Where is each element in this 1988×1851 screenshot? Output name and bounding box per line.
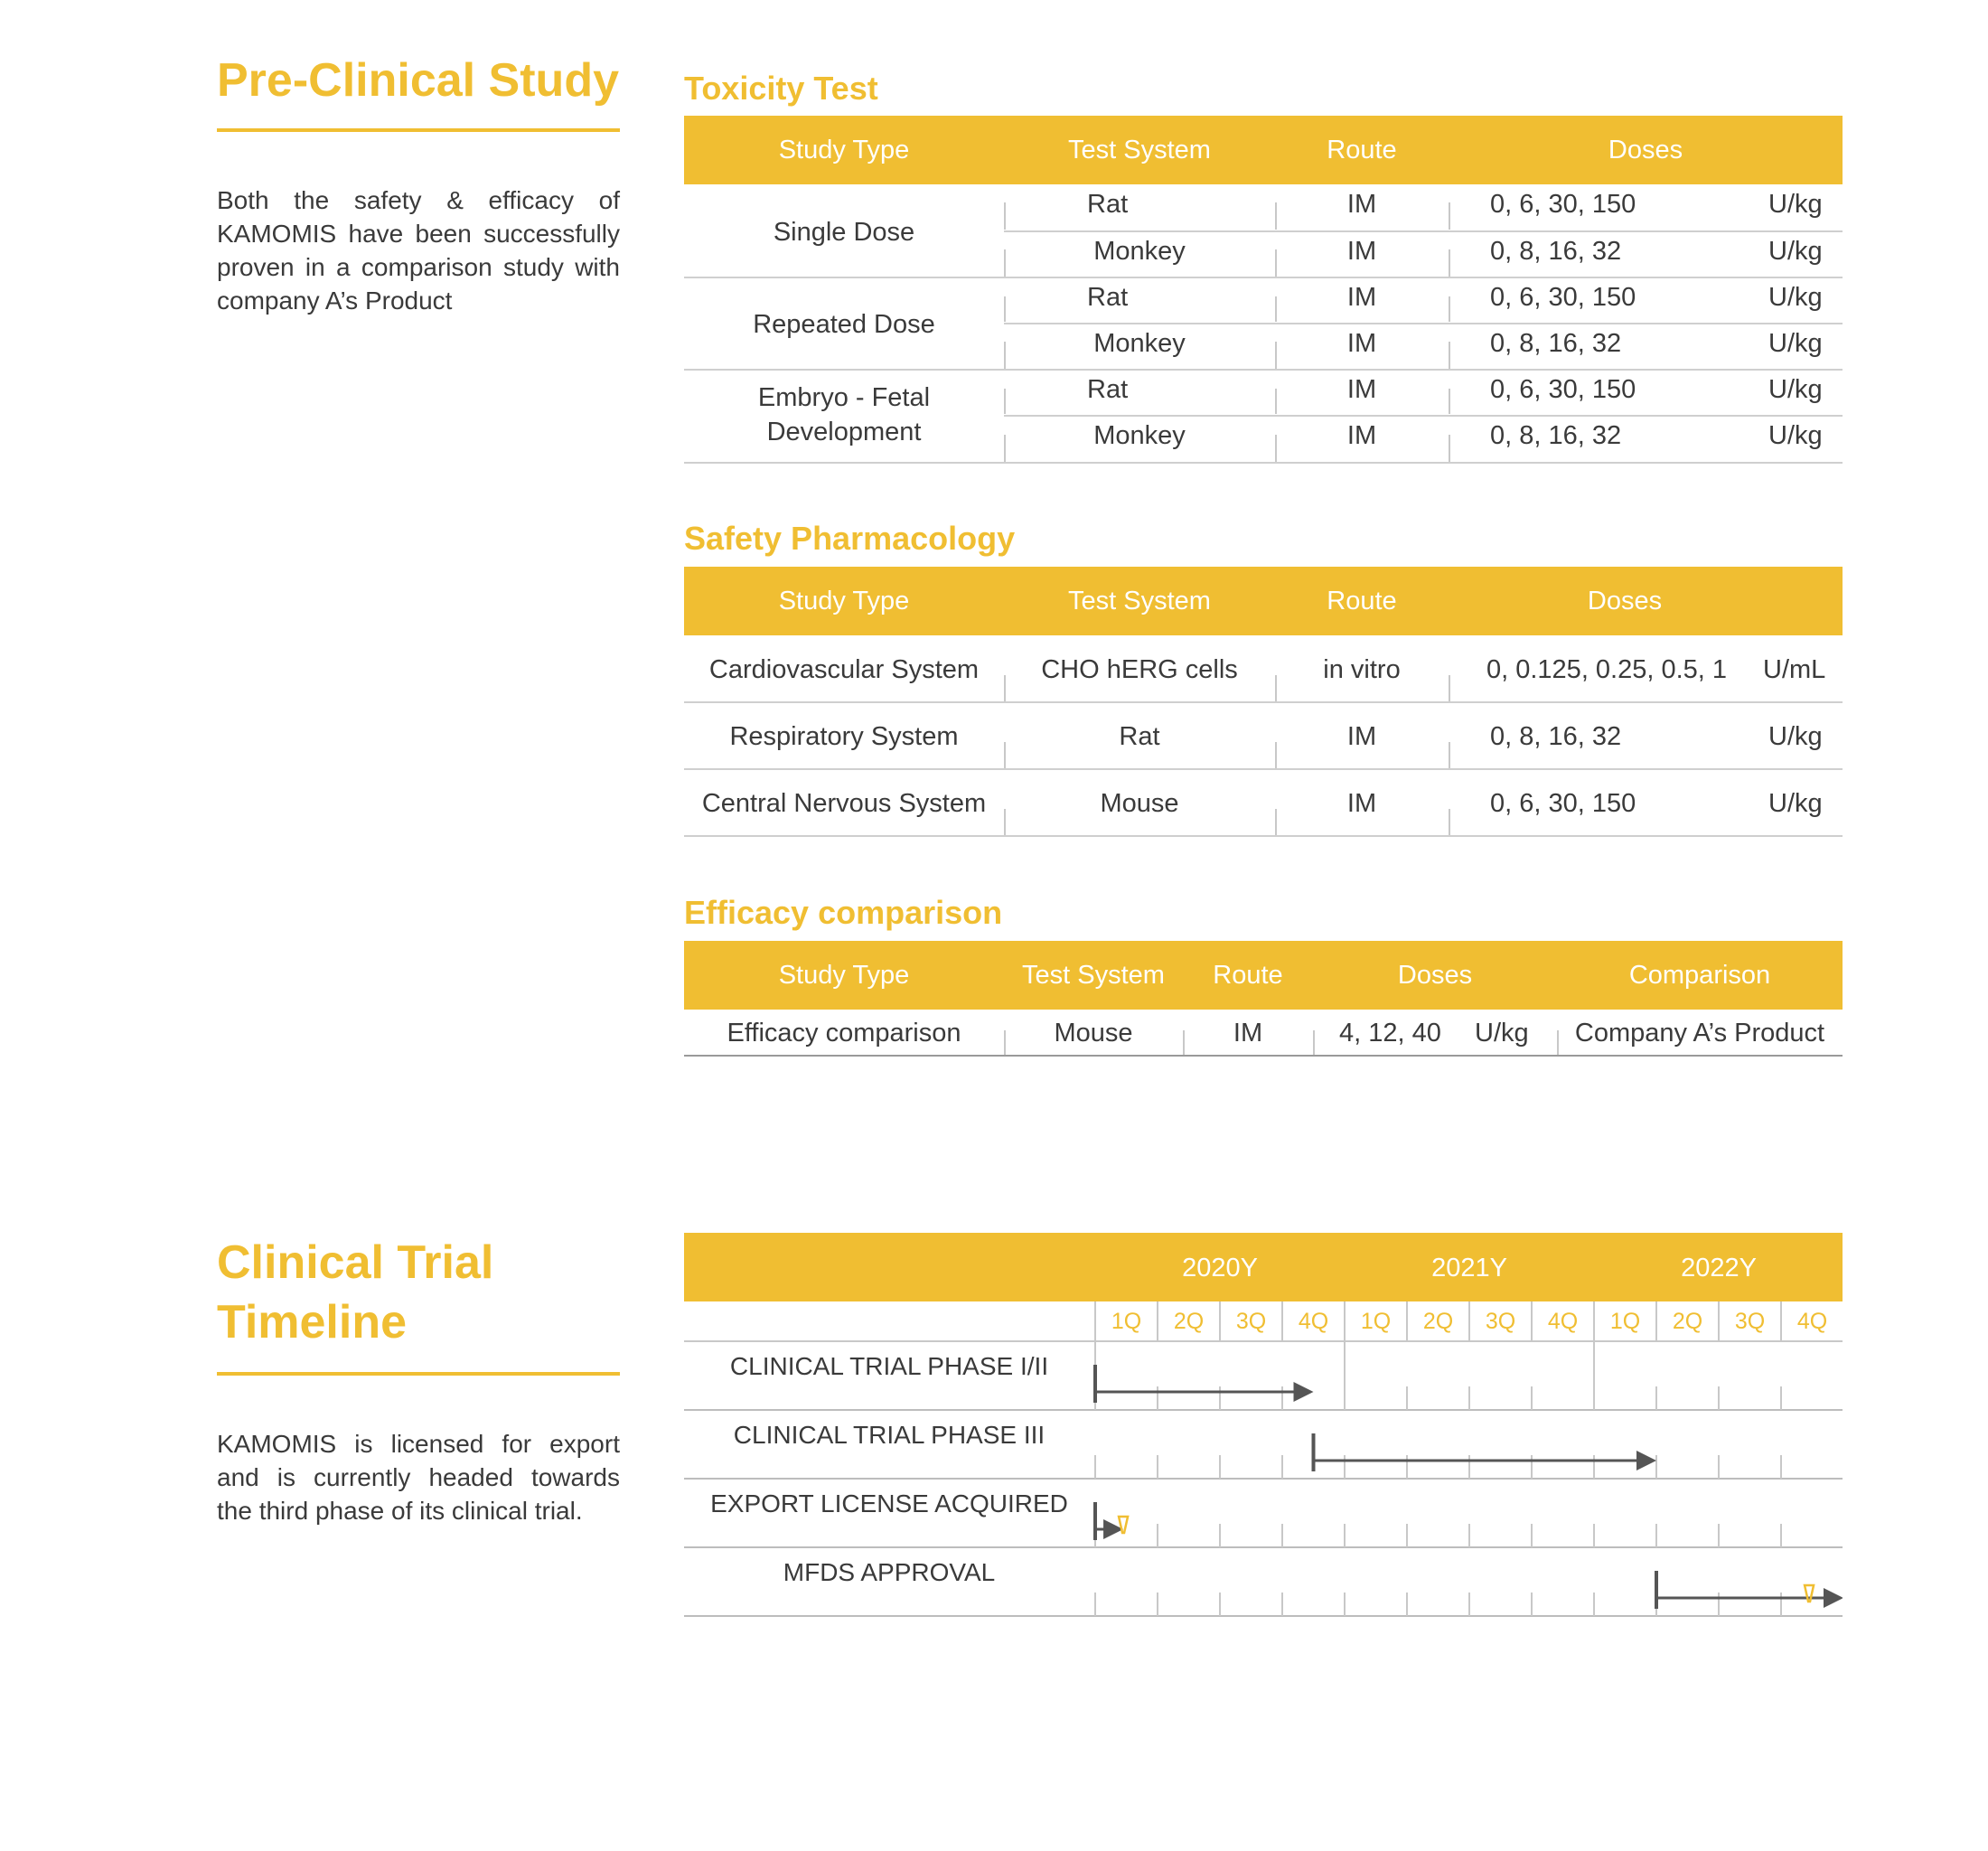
comparison-cell: Company A’s Product: [1574, 1019, 1825, 1048]
column-tick: [1004, 389, 1006, 414]
timeline-header: [684, 1233, 1843, 1301]
column-tick: [1557, 1030, 1559, 1055]
study-type-cell: Repeated Dose: [753, 310, 935, 339]
row-divider: [684, 701, 1843, 703]
header-cell: Comparison: [1628, 961, 1771, 990]
header-cell: Study Type: [778, 587, 910, 615]
desc-line: proven in a comparison study with: [217, 253, 620, 281]
row-divider: [1004, 415, 1843, 417]
clinical-title: [217, 1233, 493, 1352]
column-tick: [1275, 742, 1277, 768]
header-cell: Study Type: [778, 136, 910, 164]
column-tick: [1275, 435, 1277, 462]
route-cell: IM: [1233, 1019, 1263, 1048]
toxicity-table: [684, 116, 1843, 468]
doses-cell: 0, 0.125, 0.25, 0.5, 1: [1486, 655, 1728, 684]
quarter-label: 3Q: [1485, 1309, 1516, 1334]
column-tick: [1313, 1030, 1315, 1055]
title-underline: [217, 128, 620, 132]
column-tick: [1449, 249, 1450, 277]
column-tick: [1004, 249, 1006, 277]
table-header: [684, 941, 1843, 1010]
column-tick: [1275, 342, 1277, 369]
desc-line: KAMOMIS is licensed for export: [217, 1430, 620, 1458]
table-header: [684, 116, 1843, 184]
safety-title: Safety Pharmacology: [684, 520, 1016, 557]
column-tick: [1449, 342, 1450, 369]
doses-cell: 0, 6, 30, 150: [1490, 190, 1636, 219]
header-cell: Doses: [1397, 961, 1473, 990]
quarter-label: 1Q: [1111, 1309, 1142, 1334]
header-cell: Route: [1213, 961, 1283, 990]
quarter-label: 1Q: [1360, 1309, 1392, 1334]
header-cell: Test System: [1022, 961, 1165, 990]
doses-cell: 0, 8, 16, 32: [1490, 329, 1622, 358]
test-system-cell: Rat: [1119, 722, 1160, 751]
clinical-title-line: Clinical Trial: [217, 1236, 494, 1289]
table-bottom-border: [684, 1055, 1843, 1057]
test-system-cell: Mouse: [1054, 1019, 1133, 1048]
header-cell: Test System: [1068, 136, 1211, 164]
page-title: Pre-Clinical Study: [217, 54, 619, 107]
doses-cell: 0, 8, 16, 32: [1490, 237, 1622, 266]
column-tick: [1004, 202, 1006, 230]
timeline-row-label: CLINICAL TRIAL PHASE III: [733, 1421, 1046, 1449]
column-tick: [1004, 435, 1006, 462]
table-header: [684, 567, 1843, 635]
year-label: 2022Y: [1681, 1254, 1757, 1283]
quarter-label: 3Q: [1235, 1309, 1267, 1334]
quarter-label: 4Q: [1547, 1309, 1579, 1334]
column-tick: [1004, 342, 1006, 369]
arrow-head-icon: [1294, 1382, 1314, 1402]
quarter-label: 2Q: [1422, 1309, 1454, 1334]
route-cell: IM: [1346, 329, 1377, 358]
unit-cell: U/kg: [1768, 789, 1823, 818]
study-type-cell: Central Nervous System: [701, 789, 987, 818]
quarter-label: 4Q: [1298, 1309, 1329, 1334]
desc-line: company A’s Product: [217, 287, 453, 315]
safety-table: [684, 567, 1843, 840]
desc-line: the third phase of its clinical trial.: [217, 1497, 583, 1525]
group-divider: [684, 369, 1843, 371]
toxicity-title: Toxicity Test: [684, 70, 878, 107]
header-cell: Test System: [1068, 587, 1211, 615]
route-cell: IM: [1346, 190, 1377, 219]
arrow-head-icon: [1636, 1451, 1656, 1470]
group-divider: [684, 277, 1843, 278]
column-tick: [1275, 809, 1277, 835]
doses-cell: 4, 12, 40: [1339, 1019, 1441, 1048]
header-cell: Doses: [1587, 587, 1663, 615]
column-tick: [1275, 202, 1277, 230]
doses-cell: 0, 6, 30, 150: [1490, 375, 1636, 404]
unit-cell: U/kg: [1768, 421, 1823, 450]
row-divider: [1004, 323, 1843, 324]
column-tick: [1004, 296, 1006, 322]
study-type-cell: Single Dose: [773, 218, 915, 247]
clinical-title-underline: [217, 1372, 620, 1376]
desc-line: and is currently headed towards: [217, 1463, 620, 1491]
route-cell: IM: [1346, 789, 1377, 818]
study-type-cell: [684, 381, 1004, 449]
timeline-row-label: EXPORT LICENSE ACQUIRED: [710, 1489, 1068, 1517]
test-system-cell: CHO hERG cells: [1041, 655, 1238, 684]
column-tick: [1449, 742, 1450, 768]
study-type-cell: Efficacy comparison: [727, 1019, 961, 1048]
header-cell: Study Type: [778, 961, 910, 990]
test-system-cell: Monkey: [1093, 421, 1186, 450]
column-tick: [1275, 296, 1277, 322]
quarter-label: 3Q: [1734, 1309, 1766, 1334]
doses-cell: 0, 8, 16, 32: [1490, 722, 1622, 751]
route-cell: IM: [1346, 375, 1377, 404]
arrow-head-icon: [1824, 1588, 1843, 1608]
route-cell: IM: [1346, 722, 1377, 751]
quarter-label: 4Q: [1796, 1309, 1828, 1334]
test-system-cell: Monkey: [1093, 237, 1186, 266]
desc-line: Both the safety & efficacy of: [217, 186, 620, 214]
study-type-cell: Cardiovascular System: [708, 655, 980, 684]
year-label: 2021Y: [1431, 1254, 1507, 1283]
unit-cell: U/mL: [1763, 655, 1826, 684]
row-divider: [1004, 230, 1843, 232]
table-bottom-border: [684, 835, 1843, 837]
preclinical-description: [217, 183, 620, 317]
doses-cell: 0, 6, 30, 150: [1490, 789, 1636, 818]
unit-cell: U/kg: [1475, 1019, 1529, 1048]
column-tick: [1449, 435, 1450, 462]
desc-line: KAMOMIS have been successfully: [217, 220, 620, 248]
quarter-label: 2Q: [1173, 1309, 1205, 1334]
column-tick: [1183, 1030, 1185, 1055]
column-tick: [1449, 202, 1450, 230]
clinical-timeline: [684, 1233, 1843, 1627]
route-cell: IM: [1346, 283, 1377, 312]
quarter-label: 1Q: [1609, 1309, 1641, 1334]
unit-cell: U/kg: [1768, 190, 1823, 219]
column-tick: [1449, 809, 1450, 835]
timeline-row-label: CLINICAL TRIAL PHASE I/II: [729, 1352, 1049, 1380]
row-divider: [684, 768, 1843, 770]
doses-cell: 0, 8, 16, 32: [1490, 421, 1622, 450]
test-system-cell: Rat: [1087, 190, 1129, 219]
header-cell: Route: [1327, 136, 1397, 164]
year-label: 2020Y: [1182, 1254, 1258, 1283]
route-cell: in vitro: [1323, 655, 1401, 684]
timeline-row-label: MFDS APPROVAL: [783, 1558, 996, 1586]
study-type-line: Development: [766, 418, 922, 446]
unit-cell: U/kg: [1768, 283, 1823, 312]
route-cell: IM: [1346, 237, 1377, 266]
unit-cell: U/kg: [1768, 329, 1823, 358]
column-tick: [1449, 296, 1450, 322]
unit-cell: U/kg: [1768, 237, 1823, 266]
test-system-cell: Rat: [1087, 283, 1129, 312]
unit-cell: U/kg: [1768, 722, 1823, 751]
column-tick: [1275, 249, 1277, 277]
test-system-cell: Mouse: [1100, 789, 1179, 818]
clinical-title-line: Timeline: [217, 1296, 408, 1348]
unit-cell: U/kg: [1768, 375, 1823, 404]
column-tick: [1275, 675, 1277, 701]
test-system-cell: Monkey: [1093, 329, 1186, 358]
column-tick: [1449, 675, 1450, 701]
column-tick: [1004, 809, 1006, 835]
header-cell: Route: [1327, 587, 1397, 615]
doses-cell: 0, 6, 30, 150: [1490, 283, 1636, 312]
efficacy-title: Efficacy comparison: [684, 894, 1003, 931]
study-type-cell: Respiratory System: [729, 722, 959, 751]
column-tick: [1004, 742, 1006, 768]
column-tick: [1004, 675, 1006, 701]
study-type-line: Embryo - Fetal: [757, 383, 931, 412]
column-tick: [1275, 389, 1277, 414]
clinical-description: [217, 1427, 620, 1527]
test-system-cell: Rat: [1087, 375, 1129, 404]
route-cell: IM: [1346, 421, 1377, 450]
column-tick: [1004, 1030, 1006, 1055]
header-cell: Doses: [1608, 136, 1683, 164]
quarter-label: 2Q: [1672, 1309, 1703, 1334]
table-bottom-border: [684, 462, 1843, 464]
column-tick: [1449, 389, 1450, 414]
efficacy-table: [684, 941, 1843, 1058]
